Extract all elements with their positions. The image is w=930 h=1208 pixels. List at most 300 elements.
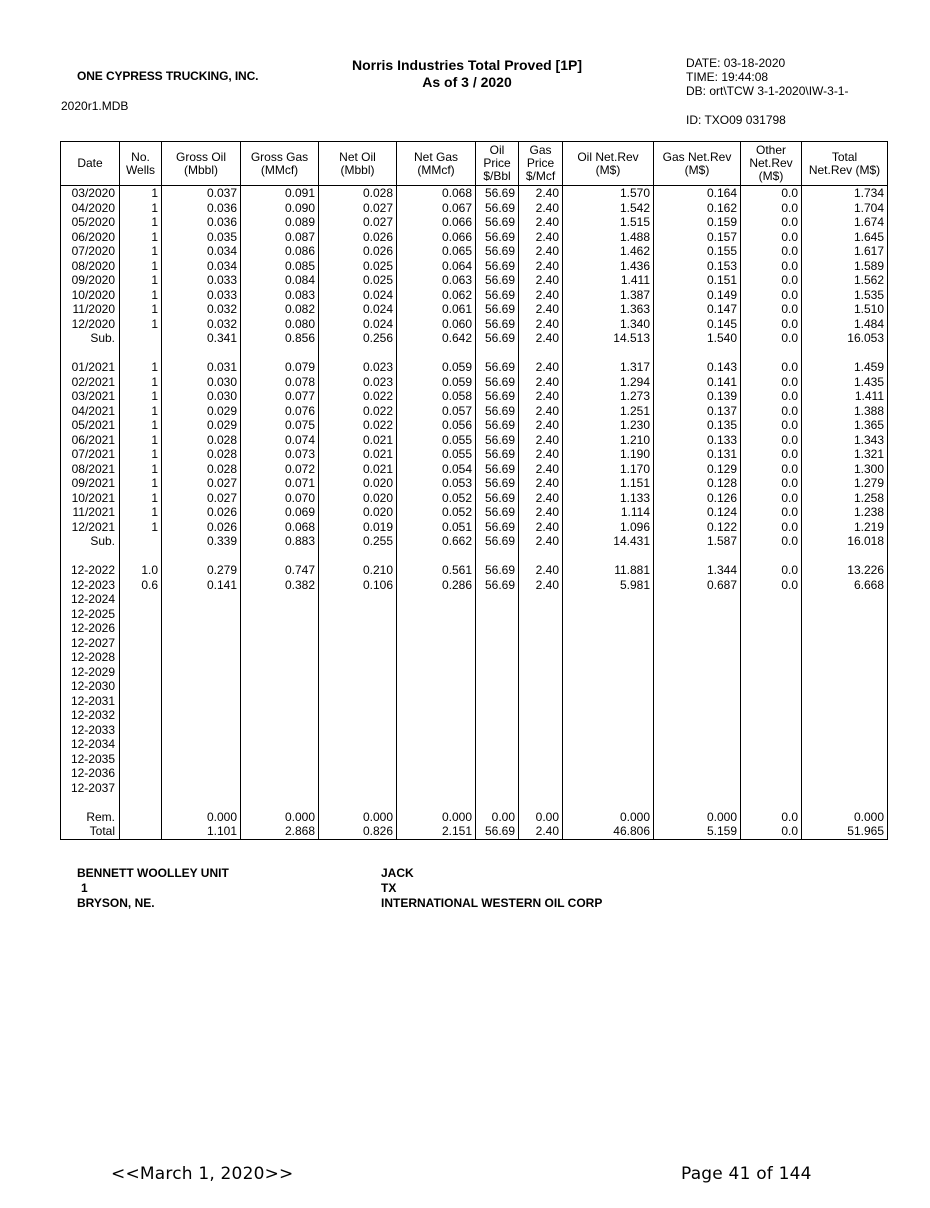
cell-gross-gas: 0.079 <box>241 360 319 375</box>
cell-gas-price: 0.00 <box>519 810 563 825</box>
cell-wells <box>120 534 162 549</box>
cell-date: 09/2020 <box>61 273 120 288</box>
cell-gas-rev: 1.587 <box>654 534 741 549</box>
cell-gross-gas: 0.747 <box>241 563 319 578</box>
empty-cell <box>802 795 888 810</box>
table-row <box>61 447 888 462</box>
cell-gas-price <box>519 708 563 723</box>
cell-gross-gas: 0.073 <box>241 447 319 462</box>
cell-oil-rev <box>563 621 654 636</box>
cell-oil-price: 56.69 <box>476 317 519 332</box>
cell-other-rev <box>741 636 802 651</box>
cell-wells <box>120 650 162 665</box>
empty-cell <box>519 795 563 810</box>
cell-date: Total <box>61 824 120 839</box>
cell-net-oil: 0.022 <box>319 418 397 433</box>
cell-total-rev: 1.589 <box>802 259 888 274</box>
cell-gas-rev <box>654 723 741 738</box>
county-name: JACK <box>381 866 414 880</box>
cell-net-gas <box>397 607 476 622</box>
cell-total-rev: 1.388 <box>802 404 888 419</box>
cell-total-rev: 1.484 <box>802 317 888 332</box>
cell-net-gas: 0.055 <box>397 433 476 448</box>
cell-wells <box>120 694 162 709</box>
empty-cell <box>397 346 476 361</box>
cell-other-rev <box>741 766 802 781</box>
cell-gross-oil: 0.033 <box>162 288 241 303</box>
cell-gas-rev: 0.000 <box>654 810 741 825</box>
cell-oil-rev <box>563 766 654 781</box>
lease-name: BENNETT WOOLLEY UNIT <box>77 866 229 880</box>
cell-gross-gas <box>241 592 319 607</box>
cell-gas-price <box>519 636 563 651</box>
cell-date: 11/2020 <box>61 302 120 317</box>
cell-gas-price: 2.40 <box>519 563 563 578</box>
cell-other-rev: 0.0 <box>741 215 802 230</box>
cell-oil-rev: 1.363 <box>563 302 654 317</box>
empty-cell <box>319 346 397 361</box>
cell-oil-rev: 14.431 <box>563 534 654 549</box>
cell-net-gas <box>397 752 476 767</box>
cell-net-gas: 0.000 <box>397 810 476 825</box>
cell-date: 09/2021 <box>61 476 120 491</box>
spacer-row <box>61 346 888 361</box>
cell-oil-rev: 1.411 <box>563 273 654 288</box>
cell-gross-oil <box>162 752 241 767</box>
cell-total-rev: 51.965 <box>802 824 888 839</box>
empty-cell <box>519 549 563 564</box>
cell-wells: 1 <box>120 505 162 520</box>
cell-gross-oil: 0.028 <box>162 462 241 477</box>
cell-net-gas: 0.067 <box>397 201 476 216</box>
cell-date: 06/2020 <box>61 230 120 245</box>
cell-oil-price: 56.69 <box>476 215 519 230</box>
cell-oil-price: 56.69 <box>476 462 519 477</box>
cell-other-rev: 0.0 <box>741 331 802 346</box>
cell-gas-rev: 0.129 <box>654 462 741 477</box>
cell-oil-price: 56.69 <box>476 447 519 462</box>
cell-oil-rev: 11.881 <box>563 563 654 578</box>
cell-gas-price: 2.40 <box>519 520 563 535</box>
cell-gas-rev <box>654 621 741 636</box>
cell-gross-oil: 0.034 <box>162 244 241 259</box>
cell-oil-rev: 1.151 <box>563 476 654 491</box>
location-info <box>381 866 602 911</box>
cell-gross-oil: 0.030 <box>162 389 241 404</box>
cell-date: 04/2021 <box>61 404 120 419</box>
cell-gross-oil: 0.028 <box>162 433 241 448</box>
cell-wells: 1 <box>120 288 162 303</box>
table-row <box>61 302 888 317</box>
table-header <box>61 142 888 186</box>
empty-cell <box>241 346 319 361</box>
cell-net-oil: 0.021 <box>319 462 397 477</box>
cell-date: 07/2020 <box>61 244 120 259</box>
cell-date: 03/2021 <box>61 389 120 404</box>
cell-other-rev: 0.0 <box>741 447 802 462</box>
table-row <box>61 563 888 578</box>
cell-other-rev: 0.0 <box>741 302 802 317</box>
cell-net-gas <box>397 708 476 723</box>
cell-gross-gas <box>241 621 319 636</box>
cell-date: 11/2021 <box>61 505 120 520</box>
cell-gas-rev <box>654 752 741 767</box>
cell-oil-price: 56.69 <box>476 230 519 245</box>
cell-wells: 0.6 <box>120 578 162 593</box>
cell-date: 12-2024 <box>61 592 120 607</box>
cell-gross-gas: 0.085 <box>241 259 319 274</box>
cell-net-oil: 0.256 <box>319 331 397 346</box>
cell-total-rev: 1.300 <box>802 462 888 477</box>
cell-total-rev: 13.226 <box>802 563 888 578</box>
cell-oil-price: 0.00 <box>476 810 519 825</box>
cell-gross-gas: 0.070 <box>241 491 319 506</box>
cell-net-oil: 0.026 <box>319 230 397 245</box>
cell-gross-gas <box>241 679 319 694</box>
cell-date: 12-2032 <box>61 708 120 723</box>
cell-gas-price <box>519 781 563 796</box>
cell-wells: 1 <box>120 244 162 259</box>
cell-total-rev <box>802 708 888 723</box>
cell-gross-oil: 0.036 <box>162 215 241 230</box>
cell-net-gas: 0.051 <box>397 520 476 535</box>
cell-oil-rev: 1.515 <box>563 215 654 230</box>
cell-other-rev: 0.0 <box>741 520 802 535</box>
cell-gas-rev: 0.687 <box>654 578 741 593</box>
cell-total-rev <box>802 592 888 607</box>
cell-net-gas: 0.642 <box>397 331 476 346</box>
cell-net-oil <box>319 665 397 680</box>
cell-other-rev: 0.0 <box>741 418 802 433</box>
cell-other-rev: 0.0 <box>741 186 802 201</box>
cell-oil-price <box>476 708 519 723</box>
cell-oil-price: 56.69 <box>476 404 519 419</box>
table-row <box>61 259 888 274</box>
cell-net-gas <box>397 679 476 694</box>
table-row <box>61 766 888 781</box>
cell-oil-rev: 1.488 <box>563 230 654 245</box>
cell-gas-rev <box>654 737 741 752</box>
cell-gas-rev <box>654 781 741 796</box>
table-row <box>61 592 888 607</box>
cell-total-rev <box>802 723 888 738</box>
cell-oil-rev: 1.210 <box>563 433 654 448</box>
cell-other-rev: 0.0 <box>741 578 802 593</box>
cell-oil-price: 56.69 <box>476 259 519 274</box>
cell-gross-oil <box>162 592 241 607</box>
cell-gross-gas: 0.075 <box>241 418 319 433</box>
empty-cell <box>61 549 120 564</box>
cell-oil-price <box>476 592 519 607</box>
column-header-gas-rev: Gas Net.Rev (M$) <box>654 142 741 186</box>
cell-date: 06/2021 <box>61 433 120 448</box>
empty-cell <box>241 549 319 564</box>
table-row <box>61 650 888 665</box>
cell-net-gas: 0.065 <box>397 244 476 259</box>
cell-wells <box>120 723 162 738</box>
table-body <box>61 186 888 840</box>
cell-date: 10/2021 <box>61 491 120 506</box>
cell-oil-price: 56.69 <box>476 824 519 839</box>
column-header-net-gas: Net Gas (MMcf) <box>397 142 476 186</box>
cell-wells: 1 <box>120 447 162 462</box>
cell-gross-gas: 0.068 <box>241 520 319 535</box>
cell-gross-oil: 0.031 <box>162 360 241 375</box>
cell-wells <box>120 752 162 767</box>
cell-total-rev: 1.435 <box>802 375 888 390</box>
cell-date: 04/2020 <box>61 201 120 216</box>
cell-net-oil: 0.022 <box>319 389 397 404</box>
cell-net-oil: 0.024 <box>319 317 397 332</box>
cell-date: 01/2021 <box>61 360 120 375</box>
lease-info <box>77 866 229 911</box>
cell-gross-gas <box>241 665 319 680</box>
cell-gross-gas: 0.074 <box>241 433 319 448</box>
cell-net-gas: 0.055 <box>397 447 476 462</box>
cell-gross-oil: 0.341 <box>162 331 241 346</box>
table-row <box>61 607 888 622</box>
cell-gas-rev: 0.141 <box>654 375 741 390</box>
cell-net-oil: 0.021 <box>319 447 397 462</box>
cell-oil-rev: 1.170 <box>563 462 654 477</box>
cell-wells <box>120 781 162 796</box>
cell-gross-oil: 0.029 <box>162 418 241 433</box>
empty-cell <box>741 346 802 361</box>
cell-oil-rev: 1.340 <box>563 317 654 332</box>
report-db: DB: ort\TCW 3-1-2020\IW-3-1- <box>686 84 849 98</box>
cell-total-rev: 1.238 <box>802 505 888 520</box>
cell-other-rev: 0.0 <box>741 824 802 839</box>
field-name: BRYSON, NE. <box>77 896 155 910</box>
table-row <box>61 360 888 375</box>
database-file: 2020r1.MDB <box>61 99 129 113</box>
cell-gross-oil <box>162 766 241 781</box>
table-row <box>61 418 888 433</box>
cell-other-rev: 0.0 <box>741 505 802 520</box>
cell-net-oil: 0.023 <box>319 360 397 375</box>
cell-oil-price: 56.69 <box>476 244 519 259</box>
cell-gross-oil: 0.279 <box>162 563 241 578</box>
cell-wells <box>120 766 162 781</box>
cell-other-rev: 0.0 <box>741 476 802 491</box>
cell-net-gas: 0.286 <box>397 578 476 593</box>
cell-other-rev: 0.0 <box>741 534 802 549</box>
cell-gas-rev <box>654 694 741 709</box>
cell-oil-rev: 1.294 <box>563 375 654 390</box>
cell-other-rev: 0.0 <box>741 404 802 419</box>
cell-oil-price: 56.69 <box>476 360 519 375</box>
cell-gas-rev: 0.128 <box>654 476 741 491</box>
column-header-gas-price: Gas Price $/Mcf <box>519 142 563 186</box>
cell-oil-rev: 5.981 <box>563 578 654 593</box>
cell-gas-price <box>519 650 563 665</box>
empty-cell <box>61 795 120 810</box>
cell-gross-gas: 0.083 <box>241 288 319 303</box>
cell-oil-rev <box>563 636 654 651</box>
cell-gross-oil: 0.030 <box>162 375 241 390</box>
cell-date: 05/2020 <box>61 215 120 230</box>
cell-oil-price <box>476 621 519 636</box>
cell-date: 10/2020 <box>61 288 120 303</box>
cell-oil-rev <box>563 737 654 752</box>
cell-oil-rev: 1.251 <box>563 404 654 419</box>
cell-gross-oil <box>162 636 241 651</box>
cell-net-gas: 0.057 <box>397 404 476 419</box>
cell-gross-gas: 0.082 <box>241 302 319 317</box>
cell-oil-rev: 1.133 <box>563 491 654 506</box>
cell-other-rev <box>741 723 802 738</box>
cell-gross-gas <box>241 650 319 665</box>
cell-oil-price <box>476 679 519 694</box>
column-header-gross-gas: Gross Gas (MMcf) <box>241 142 319 186</box>
cell-net-gas <box>397 766 476 781</box>
cell-gross-gas <box>241 694 319 709</box>
cell-gas-rev: 0.159 <box>654 215 741 230</box>
cell-oil-rev: 0.000 <box>563 810 654 825</box>
table-row <box>61 201 888 216</box>
cell-gas-rev <box>654 607 741 622</box>
cell-other-rev: 0.0 <box>741 360 802 375</box>
cell-oil-rev <box>563 752 654 767</box>
cell-gross-oil: 0.032 <box>162 317 241 332</box>
cell-oil-price <box>476 665 519 680</box>
cell-gross-gas <box>241 781 319 796</box>
cell-gas-price <box>519 621 563 636</box>
cell-gross-gas: 0.072 <box>241 462 319 477</box>
cell-total-rev: 1.343 <box>802 433 888 448</box>
cell-net-gas: 0.058 <box>397 389 476 404</box>
cell-wells: 1 <box>120 433 162 448</box>
cell-wells <box>120 665 162 680</box>
cell-gas-rev: 0.126 <box>654 491 741 506</box>
cell-gross-gas: 0.080 <box>241 317 319 332</box>
empty-cell <box>120 549 162 564</box>
cell-gross-gas: 0.089 <box>241 215 319 230</box>
table-row <box>61 781 888 796</box>
cell-net-gas: 0.063 <box>397 273 476 288</box>
cell-oil-price: 56.69 <box>476 578 519 593</box>
cell-other-rev: 0.0 <box>741 259 802 274</box>
cell-wells: 1 <box>120 317 162 332</box>
cell-gas-rev: 0.133 <box>654 433 741 448</box>
cell-wells: 1 <box>120 186 162 201</box>
cell-oil-rev <box>563 781 654 796</box>
cell-gas-price <box>519 665 563 680</box>
cell-net-gas: 0.056 <box>397 418 476 433</box>
cell-gross-gas <box>241 607 319 622</box>
cell-total-rev: 1.459 <box>802 360 888 375</box>
cell-gas-price: 2.40 <box>519 534 563 549</box>
cell-total-rev: 1.734 <box>802 186 888 201</box>
well-number: 1 <box>81 881 88 895</box>
cell-gas-price: 2.40 <box>519 447 563 462</box>
cell-gross-oil <box>162 607 241 622</box>
cell-date: Rem. <box>61 810 120 825</box>
cell-gross-oil <box>162 781 241 796</box>
empty-cell <box>120 346 162 361</box>
cell-date: 12-2023 <box>61 578 120 593</box>
cell-gross-oil: 0.036 <box>162 201 241 216</box>
empty-cell <box>397 795 476 810</box>
cell-oil-price: 56.69 <box>476 375 519 390</box>
table-row <box>61 810 888 825</box>
table-row <box>61 534 888 549</box>
cell-gas-rev <box>654 650 741 665</box>
cell-date: 02/2021 <box>61 375 120 390</box>
cell-net-oil <box>319 723 397 738</box>
cell-other-rev <box>741 694 802 709</box>
cell-net-oil <box>319 636 397 651</box>
cell-gross-gas <box>241 737 319 752</box>
cell-gas-price: 2.40 <box>519 302 563 317</box>
table-row <box>61 665 888 680</box>
cell-net-gas <box>397 650 476 665</box>
cell-wells <box>120 708 162 723</box>
cell-other-rev <box>741 708 802 723</box>
cell-oil-price: 56.69 <box>476 520 519 535</box>
column-header-total-rev: Total Net.Rev (M$) <box>802 142 888 186</box>
cell-gas-price: 2.40 <box>519 317 563 332</box>
empty-cell <box>741 795 802 810</box>
cell-wells: 1 <box>120 215 162 230</box>
cell-total-rev <box>802 636 888 651</box>
cell-date: 05/2021 <box>61 418 120 433</box>
cell-gas-rev: 0.131 <box>654 447 741 462</box>
cell-gross-gas: 0.382 <box>241 578 319 593</box>
empty-cell <box>654 346 741 361</box>
cell-other-rev <box>741 679 802 694</box>
table-row <box>61 708 888 723</box>
cell-net-oil: 0.210 <box>319 563 397 578</box>
cell-oil-price: 56.69 <box>476 418 519 433</box>
cell-gross-oil <box>162 679 241 694</box>
cell-gas-rev: 0.153 <box>654 259 741 274</box>
cell-gas-price: 2.40 <box>519 360 563 375</box>
report-id: ID: TXO09 031798 <box>686 113 786 127</box>
cell-oil-rev: 1.190 <box>563 447 654 462</box>
cell-oil-rev: 1.570 <box>563 186 654 201</box>
table-row <box>61 186 888 201</box>
cell-oil-rev <box>563 665 654 680</box>
cell-total-rev <box>802 665 888 680</box>
empty-cell <box>61 346 120 361</box>
cell-date: 12-2030 <box>61 679 120 694</box>
cell-net-oil <box>319 708 397 723</box>
table-row <box>61 505 888 520</box>
cell-total-rev <box>802 607 888 622</box>
cell-gas-price: 2.40 <box>519 273 563 288</box>
cell-net-oil: 0.023 <box>319 375 397 390</box>
cell-gross-oil: 0.026 <box>162 505 241 520</box>
table-row <box>61 621 888 636</box>
cell-gas-rev <box>654 592 741 607</box>
cell-gas-rev: 0.162 <box>654 201 741 216</box>
state-name: TX <box>381 881 397 895</box>
cell-gross-gas: 0.087 <box>241 230 319 245</box>
cell-oil-rev: 1.317 <box>563 360 654 375</box>
table-row <box>61 694 888 709</box>
cell-other-rev: 0.0 <box>741 288 802 303</box>
cell-gas-rev: 0.164 <box>654 186 741 201</box>
cell-net-gas <box>397 723 476 738</box>
cell-gross-gas: 0.076 <box>241 404 319 419</box>
empty-cell <box>241 795 319 810</box>
cell-other-rev: 0.0 <box>741 389 802 404</box>
cell-gas-price: 2.40 <box>519 433 563 448</box>
cell-total-rev: 1.219 <box>802 520 888 535</box>
cell-net-gas <box>397 592 476 607</box>
empty-cell <box>654 549 741 564</box>
